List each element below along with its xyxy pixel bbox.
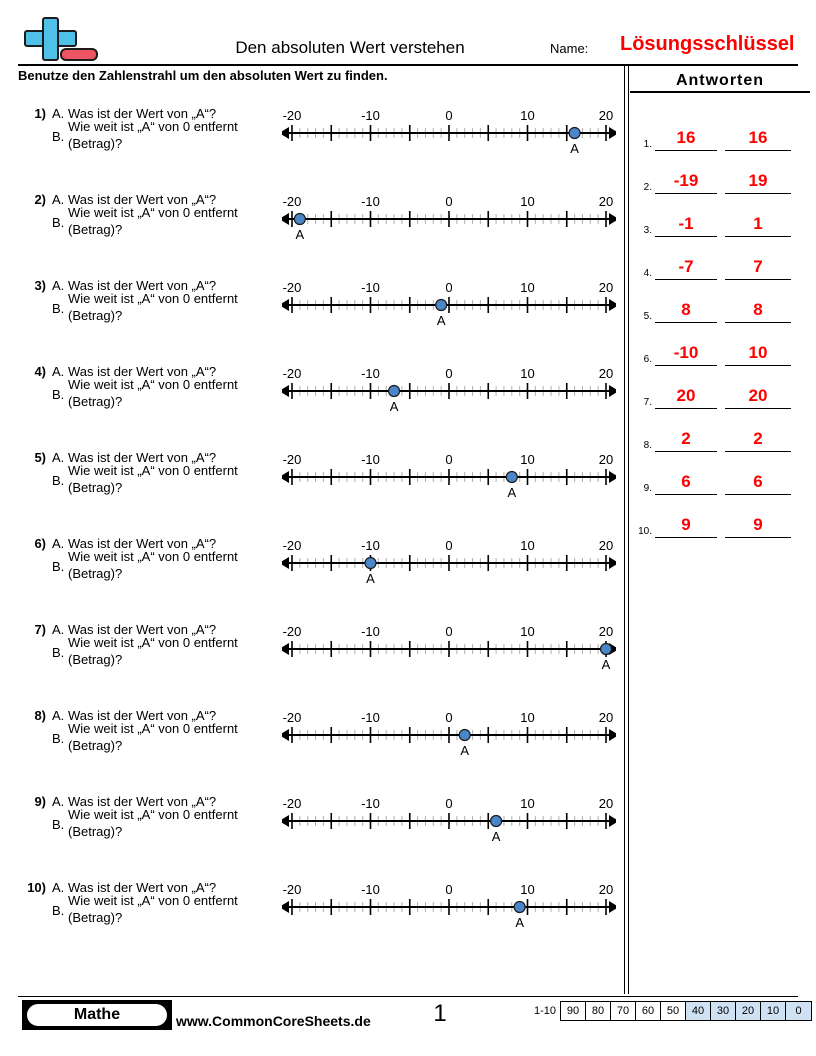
problem-number: 9) bbox=[34, 794, 46, 809]
part-a-question: Was ist der Wert von „A“? bbox=[68, 192, 217, 207]
part-b-line-1: Wie weit ist „A“ von 0 entfernt bbox=[68, 893, 238, 908]
part-a-letter: A. bbox=[52, 708, 65, 723]
part-a-question: Was ist der Wert von „A“? bbox=[68, 708, 217, 723]
problem-row bbox=[0, 530, 624, 616]
answer-blank-b[interactable] bbox=[725, 289, 791, 323]
svg-text:20: 20 bbox=[598, 882, 614, 897]
answer-blank-a[interactable] bbox=[655, 246, 717, 280]
svg-text:20: 20 bbox=[598, 366, 614, 381]
svg-text:10: 10 bbox=[520, 194, 535, 209]
plus-minus-logo-icon bbox=[18, 17, 102, 64]
answer-blank-a[interactable] bbox=[655, 332, 717, 366]
problem-row bbox=[0, 788, 624, 874]
part-a-letter: A. bbox=[52, 450, 65, 465]
answer-row bbox=[630, 323, 816, 366]
number-line-svg bbox=[282, 186, 616, 246]
part-a-question: Was ist der Wert von „A“? bbox=[68, 364, 217, 379]
part-b-question bbox=[68, 376, 238, 410]
svg-text:10: 10 bbox=[520, 280, 535, 295]
svg-text:-20: -20 bbox=[282, 882, 302, 897]
svg-text:0: 0 bbox=[445, 366, 453, 381]
problem-row bbox=[0, 702, 624, 788]
answer-blank-b[interactable] bbox=[725, 504, 791, 538]
problem-row bbox=[0, 100, 624, 186]
svg-text:20: 20 bbox=[598, 452, 614, 467]
footer-divider bbox=[18, 996, 798, 997]
score-cell: 70 bbox=[611, 1002, 636, 1020]
score-cell: 90 bbox=[561, 1002, 586, 1020]
svg-text:0: 0 bbox=[445, 796, 453, 811]
part-b-line-2: (Betrag)? bbox=[68, 222, 123, 237]
problem-number: 5) bbox=[34, 450, 46, 465]
score-range-label: 1-10 bbox=[534, 1005, 557, 1017]
svg-text:0: 0 bbox=[445, 882, 453, 897]
svg-text:-20: -20 bbox=[282, 194, 302, 209]
subject-badge bbox=[22, 1000, 172, 1030]
answer-blank-a[interactable] bbox=[655, 375, 717, 409]
score-cell: 30 bbox=[711, 1002, 736, 1020]
answer-row bbox=[630, 237, 816, 280]
svg-text:-20: -20 bbox=[282, 538, 302, 553]
part-a-letter: A. bbox=[52, 192, 65, 207]
number-line-svg bbox=[282, 788, 616, 848]
score-cell: 0 bbox=[786, 1002, 811, 1020]
svg-text:-10: -10 bbox=[361, 710, 380, 725]
answer-value-b: 2 bbox=[753, 429, 763, 448]
problem-number: 4) bbox=[34, 364, 46, 379]
number-line-svg bbox=[282, 272, 616, 332]
part-b-line-1: Wie weit ist „A“ von 0 entfernt bbox=[68, 377, 238, 392]
part-b-letter: B. bbox=[52, 559, 65, 574]
answer-row bbox=[630, 366, 816, 409]
number-line bbox=[282, 788, 616, 848]
instructions-text: Benutze den Zahlenstrahl um den absoluten Wert zu finden. bbox=[18, 68, 388, 83]
part-b-line-1: Wie weit ist „A“ von 0 entfernt bbox=[68, 291, 238, 306]
part-a-question: Was ist der Wert von „A“? bbox=[68, 450, 217, 465]
part-a-letter: A. bbox=[52, 880, 65, 895]
number-line bbox=[282, 702, 616, 762]
svg-text:-10: -10 bbox=[361, 280, 380, 295]
answer-value-a: 9 bbox=[681, 515, 691, 534]
answer-value-b: 6 bbox=[753, 472, 763, 491]
part-b-line-2: (Betrag)? bbox=[68, 136, 123, 151]
answer-blank-b[interactable] bbox=[725, 375, 791, 409]
svg-text:A: A bbox=[515, 915, 524, 930]
svg-text:A: A bbox=[507, 485, 517, 500]
answer-blank-a[interactable] bbox=[655, 418, 717, 452]
svg-text:-20: -20 bbox=[282, 452, 302, 467]
svg-text:10: 10 bbox=[520, 452, 535, 467]
page-header bbox=[0, 0, 816, 66]
part-a-letter: A. bbox=[52, 364, 65, 379]
svg-text:A: A bbox=[460, 743, 470, 758]
worksheet-title: Den absoluten Wert verstehen bbox=[235, 38, 465, 57]
part-a-letter: A. bbox=[52, 536, 65, 551]
part-b-line-1: Wie weit ist „A“ von 0 entfernt bbox=[68, 119, 238, 134]
part-b-question bbox=[68, 634, 238, 668]
answer-row-number: 3. bbox=[643, 225, 652, 236]
answer-value-b: 7 bbox=[753, 257, 763, 276]
number-line bbox=[282, 874, 616, 934]
part-b-line-1: Wie weit ist „A“ von 0 entfernt bbox=[68, 205, 238, 220]
part-a-letter: A. bbox=[52, 278, 65, 293]
part-b-letter: B. bbox=[52, 387, 65, 402]
answer-blank-b[interactable] bbox=[725, 461, 791, 495]
part-b-letter: B. bbox=[52, 903, 65, 918]
part-b-line-2: (Betrag)? bbox=[68, 480, 123, 495]
svg-text:20: 20 bbox=[598, 108, 614, 123]
answer-row-number: 7. bbox=[643, 397, 652, 408]
svg-text:A: A bbox=[570, 141, 579, 156]
svg-text:20: 20 bbox=[598, 194, 614, 209]
number-line bbox=[282, 530, 616, 590]
column-divider-right bbox=[628, 64, 629, 994]
page-number: 1 bbox=[433, 1000, 447, 1027]
svg-text:A: A bbox=[295, 227, 305, 242]
svg-text:0: 0 bbox=[445, 538, 453, 553]
svg-text:-10: -10 bbox=[361, 882, 380, 897]
svg-text:-20: -20 bbox=[282, 366, 302, 381]
score-cell: 50 bbox=[661, 1002, 686, 1020]
answer-row bbox=[630, 194, 816, 237]
answer-row-number: 10. bbox=[638, 526, 652, 537]
part-b-letter: B. bbox=[52, 731, 65, 746]
svg-text:20: 20 bbox=[598, 280, 614, 295]
answer-row bbox=[630, 495, 816, 538]
svg-text:20: 20 bbox=[598, 624, 614, 639]
part-b-question bbox=[68, 806, 238, 840]
column-divider-left bbox=[624, 64, 625, 994]
svg-text:0: 0 bbox=[445, 280, 453, 295]
svg-text:10: 10 bbox=[520, 882, 535, 897]
answer-row-number: 1. bbox=[643, 139, 652, 150]
answer-value-a: -19 bbox=[673, 171, 699, 190]
svg-text:-20: -20 bbox=[282, 710, 302, 725]
answer-row-number: 9. bbox=[643, 483, 652, 494]
number-line bbox=[282, 616, 616, 676]
answer-value-b: 10 bbox=[748, 343, 768, 362]
answers-panel-title: Antworten bbox=[630, 72, 810, 93]
answer-value-a: -7 bbox=[678, 257, 694, 276]
answer-value-a: -10 bbox=[673, 343, 699, 362]
part-b-letter: B. bbox=[52, 301, 65, 316]
svg-text:A: A bbox=[366, 571, 375, 586]
part-b-line-1: Wie weit ist „A“ von 0 entfernt bbox=[68, 549, 238, 564]
answer-blank-b[interactable] bbox=[725, 203, 791, 237]
svg-text:0: 0 bbox=[445, 108, 453, 123]
part-b-line-2: (Betrag)? bbox=[68, 652, 123, 667]
svg-text:A: A bbox=[389, 399, 399, 414]
name-label: Name: bbox=[550, 41, 589, 56]
part-b-line-2: (Betrag)? bbox=[68, 738, 123, 753]
problem-number: 7) bbox=[34, 622, 46, 637]
svg-text:A: A bbox=[436, 313, 446, 328]
number-line-svg bbox=[282, 100, 616, 160]
problem-row bbox=[0, 616, 624, 702]
part-b-line-2: (Betrag)? bbox=[68, 566, 123, 581]
answer-blank-b[interactable] bbox=[725, 246, 791, 280]
logo-minus-bar bbox=[60, 48, 98, 61]
number-line bbox=[282, 444, 616, 504]
answer-value-b: 19 bbox=[748, 171, 768, 190]
svg-text:10: 10 bbox=[520, 366, 535, 381]
answer-blank-a[interactable] bbox=[655, 289, 717, 323]
score-cells bbox=[560, 1001, 812, 1021]
part-b-line-2: (Betrag)? bbox=[68, 394, 123, 409]
problem-row bbox=[0, 272, 624, 358]
svg-text:0: 0 bbox=[445, 624, 453, 639]
score-cell: 40 bbox=[686, 1002, 711, 1020]
answer-key-badge: Lösungsschlüssel bbox=[620, 33, 795, 55]
part-b-question bbox=[68, 720, 238, 754]
part-a-letter: A. bbox=[52, 106, 65, 121]
part-a-question: Was ist der Wert von „A“? bbox=[68, 622, 217, 637]
answer-blank-b[interactable] bbox=[725, 332, 791, 366]
answer-blank-a[interactable] bbox=[655, 160, 717, 194]
part-b-line-1: Wie weit ist „A“ von 0 entfernt bbox=[68, 635, 238, 650]
answer-value-a: 16 bbox=[676, 128, 696, 147]
answer-blank-a[interactable] bbox=[655, 461, 717, 495]
answer-blank-b[interactable] bbox=[725, 418, 791, 452]
answer-row bbox=[630, 151, 816, 194]
part-a-letter: A. bbox=[52, 794, 65, 809]
svg-text:20: 20 bbox=[598, 538, 614, 553]
svg-text:0: 0 bbox=[445, 194, 453, 209]
svg-text:0: 0 bbox=[445, 710, 453, 725]
part-a-question: Was ist der Wert von „A“? bbox=[68, 880, 217, 895]
part-b-letter: B. bbox=[52, 645, 65, 660]
score-cell: 20 bbox=[736, 1002, 761, 1020]
answer-value-b: 16 bbox=[748, 128, 768, 147]
score-cell: 80 bbox=[586, 1002, 611, 1020]
part-a-question: Was ist der Wert von „A“? bbox=[68, 794, 217, 809]
answer-blank-a[interactable] bbox=[655, 504, 717, 538]
score-cell: 60 bbox=[636, 1002, 661, 1020]
svg-text:-10: -10 bbox=[361, 624, 380, 639]
number-line-svg bbox=[282, 530, 616, 590]
answer-value-a: 6 bbox=[681, 472, 691, 491]
number-line bbox=[282, 100, 616, 160]
part-b-question bbox=[68, 892, 238, 926]
part-b-line-1: Wie weit ist „A“ von 0 entfernt bbox=[68, 721, 238, 736]
number-line bbox=[282, 272, 616, 332]
svg-text:-20: -20 bbox=[282, 280, 302, 295]
answer-value-a: 8 bbox=[681, 300, 691, 319]
part-b-letter: B. bbox=[52, 473, 65, 488]
svg-text:A: A bbox=[601, 657, 611, 672]
svg-text:-10: -10 bbox=[361, 194, 380, 209]
part-b-question bbox=[68, 290, 238, 324]
svg-text:10: 10 bbox=[520, 108, 535, 123]
part-b-question bbox=[68, 204, 238, 238]
svg-text:10: 10 bbox=[520, 796, 535, 811]
part-b-question bbox=[68, 462, 238, 496]
part-b-line-2: (Betrag)? bbox=[68, 308, 123, 323]
svg-text:-20: -20 bbox=[282, 108, 302, 123]
svg-text:10: 10 bbox=[520, 538, 535, 553]
answer-value-a: 20 bbox=[676, 386, 696, 405]
part-b-letter: B. bbox=[52, 215, 65, 230]
svg-text:20: 20 bbox=[598, 710, 614, 725]
score-strip bbox=[534, 1001, 812, 1021]
part-a-question: Was ist der Wert von „A“? bbox=[68, 106, 217, 121]
problem-row bbox=[0, 358, 624, 444]
answer-row-number: 4. bbox=[643, 268, 652, 279]
svg-text:0: 0 bbox=[445, 452, 453, 467]
problem-number: 1) bbox=[34, 106, 46, 121]
svg-text:-20: -20 bbox=[282, 624, 302, 639]
answer-value-b: 20 bbox=[748, 386, 768, 405]
number-line-svg bbox=[282, 874, 616, 934]
answer-value-b: 8 bbox=[753, 300, 763, 319]
svg-text:20: 20 bbox=[598, 796, 614, 811]
part-b-line-1: Wie weit ist „A“ von 0 entfernt bbox=[68, 807, 238, 822]
svg-text:10: 10 bbox=[520, 624, 535, 639]
part-a-letter: A. bbox=[52, 622, 65, 637]
site-url: www.CommonCoreSheets.de bbox=[176, 1013, 371, 1029]
answer-row bbox=[630, 452, 816, 495]
header-divider bbox=[18, 64, 798, 66]
part-b-question bbox=[68, 118, 238, 152]
svg-text:-10: -10 bbox=[361, 108, 380, 123]
logo-plus-vertical bbox=[42, 17, 59, 61]
part-b-letter: B. bbox=[52, 129, 65, 144]
problem-row bbox=[0, 874, 624, 960]
problem-number: 8) bbox=[34, 708, 46, 723]
svg-text:-10: -10 bbox=[361, 366, 380, 381]
number-line-svg bbox=[282, 616, 616, 676]
problem-number: 6) bbox=[34, 536, 46, 551]
number-line-svg bbox=[282, 444, 616, 504]
score-cell: 10 bbox=[761, 1002, 786, 1020]
problem-number: 2) bbox=[34, 192, 46, 207]
answer-blank-b[interactable] bbox=[725, 160, 791, 194]
answer-blank-b[interactable] bbox=[725, 117, 791, 151]
subject-badge-label: Mathe bbox=[27, 1004, 167, 1026]
part-a-question: Was ist der Wert von „A“? bbox=[68, 536, 217, 551]
svg-text:-10: -10 bbox=[361, 796, 380, 811]
part-b-letter: B. bbox=[52, 817, 65, 832]
part-b-line-2: (Betrag)? bbox=[68, 824, 123, 839]
answer-row-number: 2. bbox=[643, 182, 652, 193]
number-line-svg bbox=[282, 702, 616, 762]
answer-row bbox=[630, 108, 816, 151]
answer-row-number: 5. bbox=[643, 311, 652, 322]
part-b-line-2: (Betrag)? bbox=[68, 910, 123, 925]
answer-value-b: 9 bbox=[753, 515, 763, 534]
problem-number: 10) bbox=[27, 880, 46, 895]
problem-number: 3) bbox=[34, 278, 46, 293]
answer-row-number: 8. bbox=[643, 440, 652, 451]
answer-value-a: -1 bbox=[678, 214, 694, 233]
number-line bbox=[282, 186, 616, 246]
problem-row bbox=[0, 186, 624, 272]
svg-text:A: A bbox=[491, 829, 501, 844]
problem-row bbox=[0, 444, 624, 530]
answer-blank-a[interactable] bbox=[655, 117, 717, 151]
svg-text:-10: -10 bbox=[361, 538, 380, 553]
part-a-question: Was ist der Wert von „A“? bbox=[68, 278, 217, 293]
answer-value-a: 2 bbox=[681, 429, 691, 448]
answer-row bbox=[630, 280, 816, 323]
number-line bbox=[282, 358, 616, 418]
svg-text:-10: -10 bbox=[361, 452, 380, 467]
svg-text:-20: -20 bbox=[282, 796, 302, 811]
answer-row-number: 6. bbox=[643, 354, 652, 365]
answer-row bbox=[630, 409, 816, 452]
part-b-line-1: Wie weit ist „A“ von 0 entfernt bbox=[68, 463, 238, 478]
answer-blank-a[interactable] bbox=[655, 203, 717, 237]
answer-value-b: 1 bbox=[753, 214, 763, 233]
part-b-question bbox=[68, 548, 238, 582]
number-line-svg bbox=[282, 358, 616, 418]
svg-text:10: 10 bbox=[520, 710, 535, 725]
